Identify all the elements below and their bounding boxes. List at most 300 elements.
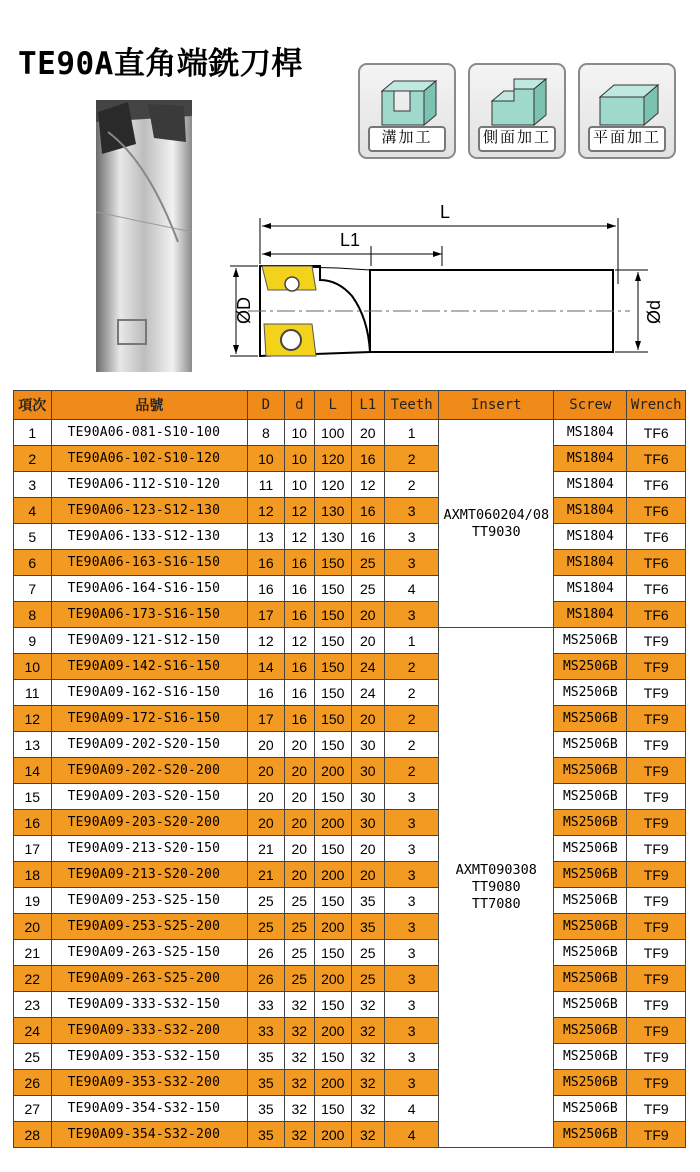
row-index: 18 [14,862,52,888]
screw-code: MS1804 [554,498,627,524]
overall-length: 150 [314,602,351,628]
shank-diameter: 12 [284,628,314,654]
table-row [14,810,686,836]
screw-code: MS2506B [554,654,627,680]
screw-code: MS2506B [554,888,627,914]
model-number: TE90A09-121-S12-150 [51,628,247,654]
shank-diameter: 32 [284,1070,314,1096]
teeth-count: 3 [384,524,438,550]
row-index: 1 [14,420,52,446]
screw-code: MS2506B [554,992,627,1018]
model-number: TE90A09-263-S25-200 [51,966,247,992]
table-row [14,602,686,628]
wrench-code: TF9 [627,1044,686,1070]
table-header-row [14,391,686,420]
cut-length: 24 [351,654,384,680]
row-index: 13 [14,732,52,758]
cut-diameter: 35 [248,1044,285,1070]
shank-diameter: 32 [284,992,314,1018]
screw-code: MS2506B [554,784,627,810]
row-index: 5 [14,524,52,550]
shank-diameter: 16 [284,654,314,680]
overall-length: 150 [314,888,351,914]
overall-length: 150 [314,706,351,732]
cut-diameter: 26 [248,940,285,966]
cut-length: 30 [351,758,384,784]
teeth-count: 4 [384,576,438,602]
groove-machining-card [358,63,456,159]
wrench-code: TF9 [627,1070,686,1096]
length1-label: L1 [340,230,361,250]
table-row [14,446,686,472]
shank-diameter-label: Ød [644,299,664,324]
table-row [14,524,686,550]
table-row [14,498,686,524]
shank-diameter: 32 [284,1096,314,1122]
teeth-count: 3 [384,1018,438,1044]
wrench-code: TF9 [627,914,686,940]
table-row [14,1096,686,1122]
teeth-count: 3 [384,1070,438,1096]
cut-diameter: 16 [248,550,285,576]
shank-diameter: 16 [284,706,314,732]
shank-diameter: 20 [284,732,314,758]
col-header-insert: Insert [439,391,554,420]
wrench-code: TF6 [627,524,686,550]
model-number: TE90A09-263-S25-150 [51,940,247,966]
shank-diameter: 20 [284,862,314,888]
teeth-count: 3 [384,888,438,914]
wrench-code: TF6 [627,602,686,628]
col-header-teeth: Teeth [384,391,438,420]
screw-code: MS2506B [554,1122,627,1148]
screw-code: MS2506B [554,836,627,862]
screw-code: MS2506B [554,940,627,966]
screw-code: MS2506B [554,628,627,654]
shank-diameter: 12 [284,498,314,524]
overall-length: 150 [314,576,351,602]
screw-code: MS2506B [554,810,627,836]
overall-length: 150 [314,1044,351,1070]
table-row [14,888,686,914]
cut-diameter: 20 [248,758,285,784]
cut-length: 30 [351,810,384,836]
teeth-count: 3 [384,498,438,524]
teeth-count: 2 [384,706,438,732]
col-header-length: L [314,391,351,420]
teeth-count: 4 [384,1122,438,1148]
model-number: TE90A09-353-S32-200 [51,1070,247,1096]
table-row [14,1070,686,1096]
col-header-d-cut: D [248,391,285,420]
model-number: TE90A06-164-S16-150 [51,576,247,602]
overall-length: 150 [314,836,351,862]
wrench-code: TF9 [627,654,686,680]
teeth-count: 3 [384,836,438,862]
table-row [14,914,686,940]
row-index: 22 [14,966,52,992]
model-number: TE90A06-081-S10-100 [51,420,247,446]
table-row [14,706,686,732]
cut-diameter: 12 [248,628,285,654]
cut-length: 25 [351,576,384,602]
row-index: 28 [14,1122,52,1148]
overall-length: 120 [314,446,351,472]
cut-diameter: 20 [248,810,285,836]
cut-diameter: 33 [248,1018,285,1044]
table-row [14,472,686,498]
cut-length: 30 [351,784,384,810]
model-number: TE90A09-353-S32-150 [51,1044,247,1070]
screw-code: MS2506B [554,1044,627,1070]
cut-length: 16 [351,524,384,550]
wrench-code: TF6 [627,550,686,576]
cut-diameter: 8 [248,420,285,446]
overall-length: 150 [314,940,351,966]
cut-diameter: 35 [248,1070,285,1096]
overall-length: 200 [314,758,351,784]
cut-length: 24 [351,680,384,706]
cut-length: 25 [351,550,384,576]
screw-code: MS2506B [554,758,627,784]
flat-machining-card [578,63,676,159]
wrench-code: TF9 [627,706,686,732]
side-machining-card [468,63,566,159]
screw-code: MS2506B [554,1096,627,1122]
screw-code: MS2506B [554,862,627,888]
flat-face-label: 平面加工 [588,126,666,152]
table-row [14,732,686,758]
row-index: 23 [14,992,52,1018]
cut-diameter: 17 [248,602,285,628]
overall-length: 200 [314,810,351,836]
col-header-index: 項次 [14,391,52,420]
screw-code: MS1804 [554,446,627,472]
cut-length: 16 [351,446,384,472]
shank-diameter: 16 [284,576,314,602]
model-number: TE90A09-213-S20-150 [51,836,247,862]
shank-diameter: 20 [284,836,314,862]
end-mill-photo [88,92,198,374]
teeth-count: 2 [384,446,438,472]
shank-diameter: 20 [284,758,314,784]
model-number: TE90A09-253-S25-150 [51,888,247,914]
table-row [14,784,686,810]
model-number: TE90A06-112-S10-120 [51,472,247,498]
overall-length: 100 [314,420,351,446]
wrench-code: TF9 [627,966,686,992]
teeth-count: 3 [384,602,438,628]
cut-length: 20 [351,706,384,732]
cut-diameter: 20 [248,784,285,810]
table-row [14,628,686,654]
cut-diameter: 26 [248,966,285,992]
table-row [14,420,686,446]
cut-length: 25 [351,966,384,992]
wrench-code: TF9 [627,1018,686,1044]
length-label: L [440,202,451,222]
insert-spec: AXMT090308 TT9080 TT7080 [439,628,554,1148]
teeth-count: 3 [384,810,438,836]
row-index: 7 [14,576,52,602]
model-number: TE90A09-172-S16-150 [51,706,247,732]
table-row [14,1018,686,1044]
model-number: TE90A09-202-S20-150 [51,732,247,758]
overall-length: 130 [314,524,351,550]
shank-diameter: 10 [284,472,314,498]
shank-diameter: 25 [284,940,314,966]
model-number: TE90A06-173-S16-150 [51,602,247,628]
cut-length: 12 [351,472,384,498]
wrench-code: TF9 [627,810,686,836]
diameter-label: ØD [234,297,254,324]
teeth-count: 3 [384,914,438,940]
overall-length: 200 [314,1122,351,1148]
spec-table [13,390,686,1148]
row-index: 3 [14,472,52,498]
wrench-code: TF6 [627,420,686,446]
model-number: TE90A09-354-S32-150 [51,1096,247,1122]
side-face-label: 側面加工 [478,126,556,152]
cut-diameter: 12 [248,498,285,524]
wrench-code: TF9 [627,862,686,888]
cut-length: 20 [351,836,384,862]
cut-length: 20 [351,420,384,446]
model-number: TE90A06-133-S12-130 [51,524,247,550]
table-row [14,992,686,1018]
screw-code: MS1804 [554,472,627,498]
cut-length: 32 [351,1070,384,1096]
wrench-code: TF6 [627,472,686,498]
shank-diameter: 16 [284,602,314,628]
table-row [14,680,686,706]
wrench-code: TF9 [627,732,686,758]
page-title: TE90A直角端銑刀桿 [18,46,303,82]
overall-length: 150 [314,550,351,576]
cut-length: 35 [351,888,384,914]
screw-code: MS2506B [554,680,627,706]
row-index: 19 [14,888,52,914]
teeth-count: 4 [384,1096,438,1122]
shank-diameter: 25 [284,914,314,940]
shank-diameter: 12 [284,524,314,550]
wrench-code: TF9 [627,992,686,1018]
insert-spec: AXMT060204/08 TT9030 [439,420,554,628]
overall-length: 150 [314,1096,351,1122]
cut-diameter: 21 [248,862,285,888]
overall-length: 150 [314,654,351,680]
cut-diameter: 16 [248,576,285,602]
teeth-count: 2 [384,654,438,680]
shank-diameter: 20 [284,810,314,836]
model-number: TE90A09-203-S20-200 [51,810,247,836]
wrench-code: TF9 [627,1096,686,1122]
teeth-count: 3 [384,940,438,966]
cut-length: 32 [351,1096,384,1122]
row-index: 25 [14,1044,52,1070]
wrench-code: TF9 [627,940,686,966]
screw-code: MS1804 [554,524,627,550]
model-number: TE90A06-163-S16-150 [51,550,247,576]
groove-label: 溝加工 [368,126,446,152]
shank-diameter: 25 [284,888,314,914]
row-index: 24 [14,1018,52,1044]
col-header-screw: Screw [554,391,627,420]
table-row [14,836,686,862]
table-row [14,576,686,602]
row-index: 14 [14,758,52,784]
teeth-count: 3 [384,784,438,810]
cut-diameter: 35 [248,1122,285,1148]
shank-diameter: 25 [284,966,314,992]
cut-length: 20 [351,862,384,888]
model-number: TE90A09-142-S16-150 [51,654,247,680]
row-index: 26 [14,1070,52,1096]
cut-diameter: 21 [248,836,285,862]
screw-code: MS2506B [554,1070,627,1096]
shank-diameter: 20 [284,784,314,810]
overall-length: 120 [314,472,351,498]
screw-code: MS2506B [554,966,627,992]
table-row [14,966,686,992]
overall-length: 200 [314,914,351,940]
screw-code: MS2506B [554,706,627,732]
cut-diameter: 35 [248,1096,285,1122]
cut-length: 20 [351,628,384,654]
wrench-code: TF9 [627,784,686,810]
screw-code: MS2506B [554,1018,627,1044]
model-number: TE90A09-253-S25-200 [51,914,247,940]
dimension-drawing [218,196,688,376]
overall-length: 150 [314,992,351,1018]
model-number: TE90A06-102-S10-120 [51,446,247,472]
overall-length: 150 [314,680,351,706]
col-header-wrench: Wrench [627,391,686,420]
shank-diameter: 32 [284,1018,314,1044]
table-row [14,758,686,784]
screw-code: MS1804 [554,602,627,628]
cut-length: 32 [351,992,384,1018]
row-index: 27 [14,1096,52,1122]
overall-length: 200 [314,966,351,992]
model-number: TE90A09-333-S32-150 [51,992,247,1018]
cut-diameter: 13 [248,524,285,550]
screw-code: MS1804 [554,550,627,576]
teeth-count: 3 [384,1044,438,1070]
cut-length: 25 [351,940,384,966]
table-row [14,940,686,966]
model-number: TE90A09-162-S16-150 [51,680,247,706]
cut-diameter: 11 [248,472,285,498]
shank-diameter: 10 [284,420,314,446]
model-number: TE90A09-213-S20-200 [51,862,247,888]
row-index: 20 [14,914,52,940]
col-header-length1: L1 [351,391,384,420]
overall-length: 150 [314,628,351,654]
cut-diameter: 17 [248,706,285,732]
cut-length: 30 [351,732,384,758]
cut-diameter: 33 [248,992,285,1018]
row-index: 12 [14,706,52,732]
groove-icon [374,71,444,129]
wrench-code: TF6 [627,446,686,472]
overall-length: 150 [314,784,351,810]
model-number: TE90A09-203-S20-150 [51,784,247,810]
table-body [14,420,686,1148]
shank-diameter: 10 [284,446,314,472]
cut-length: 20 [351,602,384,628]
wrench-code: TF9 [627,888,686,914]
row-index: 11 [14,680,52,706]
row-index: 17 [14,836,52,862]
wrench-code: TF9 [627,680,686,706]
overall-length: 200 [314,1018,351,1044]
row-index: 15 [14,784,52,810]
teeth-count: 3 [384,966,438,992]
shank-diameter: 16 [284,550,314,576]
cut-length: 32 [351,1122,384,1148]
flat-face-icon [594,71,664,129]
overall-length: 200 [314,862,351,888]
model-number: TE90A06-123-S12-130 [51,498,247,524]
row-index: 4 [14,498,52,524]
screw-code: MS1804 [554,576,627,602]
screw-code: MS2506B [554,914,627,940]
teeth-count: 2 [384,758,438,784]
cut-length: 16 [351,498,384,524]
teeth-count: 3 [384,550,438,576]
teeth-count: 1 [384,420,438,446]
screw-code: MS1804 [554,420,627,446]
teeth-count: 3 [384,992,438,1018]
teeth-count: 2 [384,732,438,758]
machining-type-icons [358,63,678,159]
cut-diameter: 25 [248,888,285,914]
cut-length: 35 [351,914,384,940]
shank-diameter: 32 [284,1044,314,1070]
table-row [14,862,686,888]
model-number: TE90A09-202-S20-200 [51,758,247,784]
cut-diameter: 16 [248,680,285,706]
cut-diameter: 25 [248,914,285,940]
model-number: TE90A09-354-S32-200 [51,1122,247,1148]
teeth-count: 3 [384,862,438,888]
teeth-count: 2 [384,680,438,706]
col-header-d-shank: d [284,391,314,420]
table-row [14,550,686,576]
wrench-code: TF9 [627,758,686,784]
cut-length: 32 [351,1044,384,1070]
cut-diameter: 14 [248,654,285,680]
model-number: TE90A09-333-S32-200 [51,1018,247,1044]
cut-length: 32 [351,1018,384,1044]
wrench-code: TF6 [627,498,686,524]
row-index: 8 [14,602,52,628]
row-index: 9 [14,628,52,654]
teeth-count: 2 [384,472,438,498]
side-face-icon [484,71,554,129]
row-index: 6 [14,550,52,576]
shank-diameter: 16 [284,680,314,706]
row-index: 10 [14,654,52,680]
row-index: 2 [14,446,52,472]
table-row [14,1122,686,1148]
screw-code: MS2506B [554,732,627,758]
row-index: 21 [14,940,52,966]
wrench-code: TF6 [627,576,686,602]
overall-length: 200 [314,1070,351,1096]
cut-diameter: 20 [248,732,285,758]
